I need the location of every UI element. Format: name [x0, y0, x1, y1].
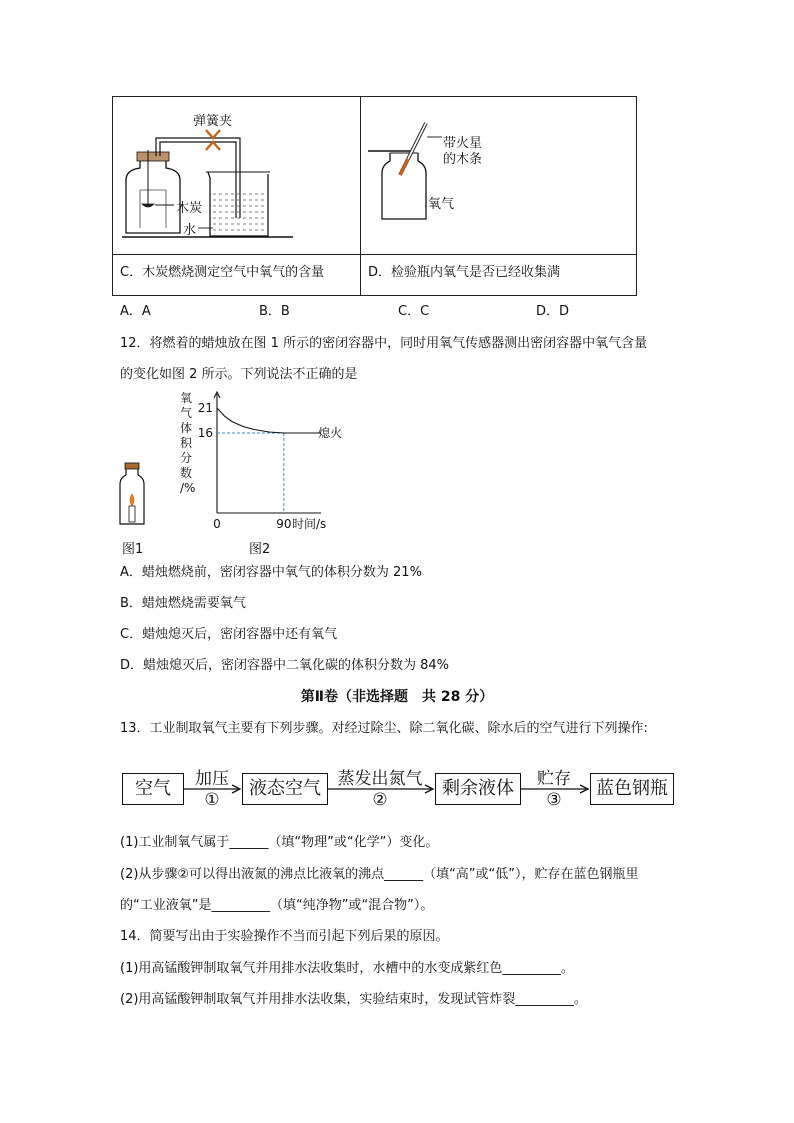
q12-option-a: A．蜡烛燃烧前，密闭容器中氧气的体积分数为 21%	[120, 565, 422, 580]
y-axis-label-char: 数	[180, 466, 193, 480]
charcoal-label: 木炭	[176, 201, 203, 216]
q13-stem: 13．工业制取氧气主要有下列步骤。对经过除尘、除二氧化碳、除水后的空气进行下列操作:	[120, 721, 648, 736]
q14-sub2: (2)用高锰酸钾制取氧气并用排水法收集，实验结束时，发现试管炸裂_________。	[120, 992, 587, 1007]
y-tick-label: 16	[197, 426, 213, 440]
option-c-caption: C．木炭燃烧测定空气中氧气的含量	[120, 265, 325, 280]
clip-label: 弹簧夹	[193, 114, 233, 129]
q13-sub1: (1)工业制氧气属于______（填“物理”或“化学”）变化。	[120, 835, 439, 850]
flow-box-blue-cylinder: 蓝色钢瓶	[590, 773, 674, 805]
flow-box-air: 空气	[122, 773, 184, 805]
section-title: 第Ⅱ卷（非选择题 共 28 分）	[300, 689, 494, 705]
q12-stem-line2: 的变化如图 2 所示。下列说法不正确的是	[120, 367, 358, 382]
charcoal-apparatus-figure	[118, 100, 358, 250]
arrow1-top: 加压	[195, 769, 229, 789]
q11-option-d: D．D	[536, 304, 570, 319]
splint-label-line2: 的木条	[443, 152, 483, 167]
flow-box-remaining-liquid: 剩余液体	[435, 773, 521, 805]
y-axis-label-char: /%	[180, 481, 196, 495]
water-label: 水	[183, 223, 197, 238]
splint-label-line1: 带火星	[443, 136, 483, 151]
q14-sub1: (1)用高锰酸钾制取氧气并用排水法收集时，水槽中的水变成紫红色_________。	[120, 961, 574, 976]
x-tick-label: 0	[213, 517, 221, 531]
q11-option-a: A．A	[120, 304, 151, 319]
flow-box-liquid-air: 液态空气	[242, 773, 328, 805]
fig1-label: 图1	[122, 542, 144, 557]
x-axis-label: 时间/s	[292, 517, 327, 531]
q11-option-b: B．B	[259, 304, 290, 319]
q12-stem-line1: 12．将燃着的蜡烛放在图 1 所示的密闭容器中，同时用氧气传感器测出密闭容器中氧气含量	[120, 336, 648, 351]
arrow2-top: 蒸发出氮气	[337, 769, 423, 789]
q12-option-c: C．蜡烛熄灭后，密闭容器中还有氧气	[120, 627, 338, 642]
arrow1-bottom: ①	[204, 790, 220, 810]
arrow3-bottom: ③	[546, 790, 562, 810]
arrow3-top: 贮存	[537, 769, 571, 789]
y-axis-label-char: 体	[180, 421, 193, 435]
candle-jar-figure	[116, 460, 148, 530]
q13-sub2-line1: (2)从步骤②可以得出液氮的沸点比液氧的沸点______（填“高”或“低”），贮存在蓝色钢瓶里	[120, 867, 639, 882]
q12-option-d: D．蜡烛熄灭后，密闭容器中二氧化碳的体积分数为 84%	[120, 658, 450, 673]
oxygen-curve	[217, 408, 321, 433]
y-axis-label-char: 积	[180, 436, 193, 450]
y-axis-label-char: 气	[180, 406, 193, 420]
fig2-label: 图2	[249, 542, 271, 557]
arrow2-bottom: ②	[372, 790, 388, 810]
y-axis-label-char: 氧	[180, 391, 193, 405]
x-tick-label: 90	[276, 517, 292, 531]
y-axis-label-char: 分	[180, 451, 193, 465]
y-tick-label: 21	[197, 401, 213, 415]
q11-option-c: C．C	[398, 304, 430, 319]
q14-stem: 14．简要写出由于实验操作不当而引起下列后果的原因。	[120, 929, 449, 944]
oxygen-label: 氧气	[428, 197, 455, 212]
option-d-caption: D．检验瓶内氧气是否已经收集满	[368, 265, 561, 280]
q13-sub2-line2: 的“工业液氧”是_________（填“纯净物”或“混合物”）。	[120, 898, 434, 913]
q12-option-b: B．蜡烛燃烧需要氧气	[120, 596, 246, 611]
oxygen-chart	[176, 388, 366, 533]
annotation-text: 熄火	[318, 426, 343, 440]
